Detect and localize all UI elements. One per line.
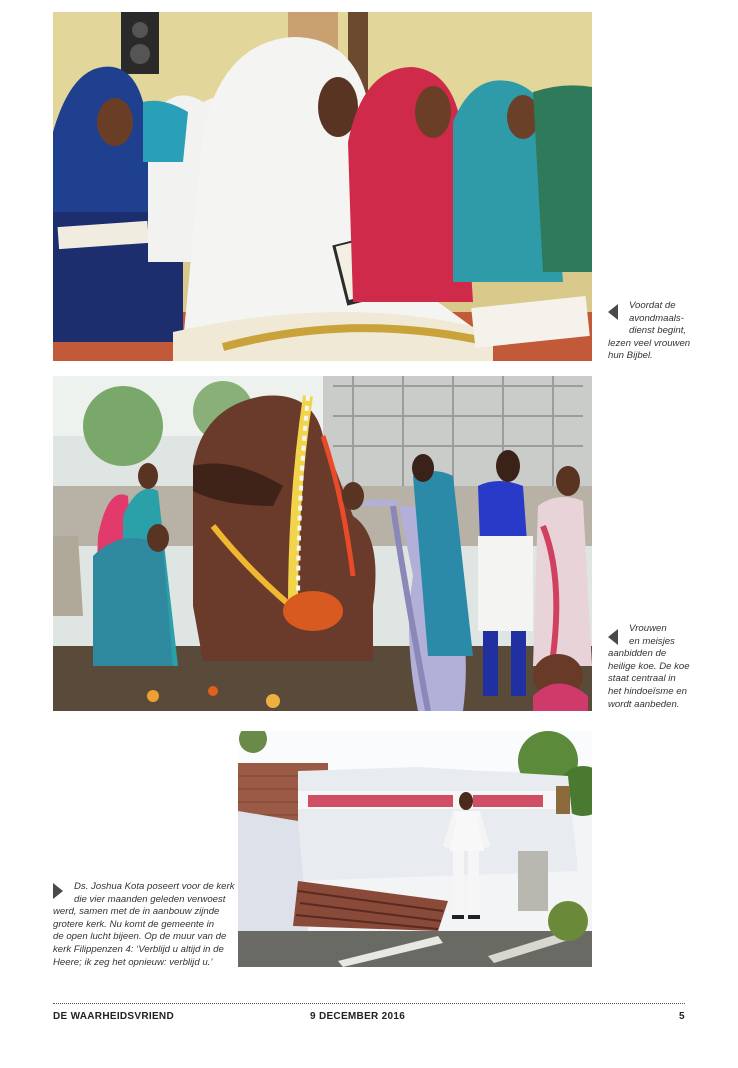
caption-line: aanbidden de: [608, 648, 667, 660]
caption-line: en meisjes: [629, 635, 675, 647]
triangle-left-icon: [608, 304, 618, 320]
caption-line: het hindoeïsme en: [608, 685, 687, 697]
caption-line: avondmaals-: [629, 312, 684, 324]
footer-date: 9 DECEMBER 2016: [310, 1011, 406, 1022]
caption-photo2: [608, 623, 703, 711]
footer-page-number: 5: [679, 1011, 685, 1022]
caption-line: hun Bijbel.: [608, 350, 653, 362]
caption-line: wordt aanbeden.: [608, 698, 680, 710]
caption-line: Ds. Joshua Kota poseert voor de kerk: [74, 881, 235, 892]
photo-pastor-destroyed-church: [238, 731, 592, 967]
caption-line: staat centraal in: [608, 673, 676, 685]
caption-line: de open lucht bijeen. Op de muur van de: [53, 931, 227, 943]
triangle-right-icon: [53, 883, 63, 899]
caption-line: Vrouwen: [629, 623, 667, 634]
caption-line: grotere kerk. Nu komt de gemeente in: [53, 918, 215, 930]
caption-line: die vier maanden geleden verwoest: [74, 893, 226, 905]
photo-women-worship-cow: [53, 376, 592, 711]
triangle-left-icon: [608, 629, 618, 645]
caption-line: werd, samen met de in aanbouw zijnde: [53, 906, 220, 918]
caption-line: lezen veel vrouwen: [608, 337, 691, 349]
photo-women-reading-bibles: [53, 12, 592, 361]
footer-publication: DE WAARHEIDSVRIEND: [53, 1011, 174, 1022]
footer-divider: [53, 1003, 685, 1004]
caption-line: heilige koe. De koe: [608, 660, 690, 672]
caption-line: Voordat de: [629, 300, 676, 311]
caption-photo3: [53, 881, 233, 969]
caption-line: dienst begint,: [629, 325, 687, 337]
caption-line: Heere; ik zeg het opnieuw: verblijd u.’: [53, 956, 213, 968]
caption-line: kerk Filippenzen 4: ‘Verblijd u altijd in de: [53, 943, 224, 955]
caption-photo1: [608, 300, 698, 363]
